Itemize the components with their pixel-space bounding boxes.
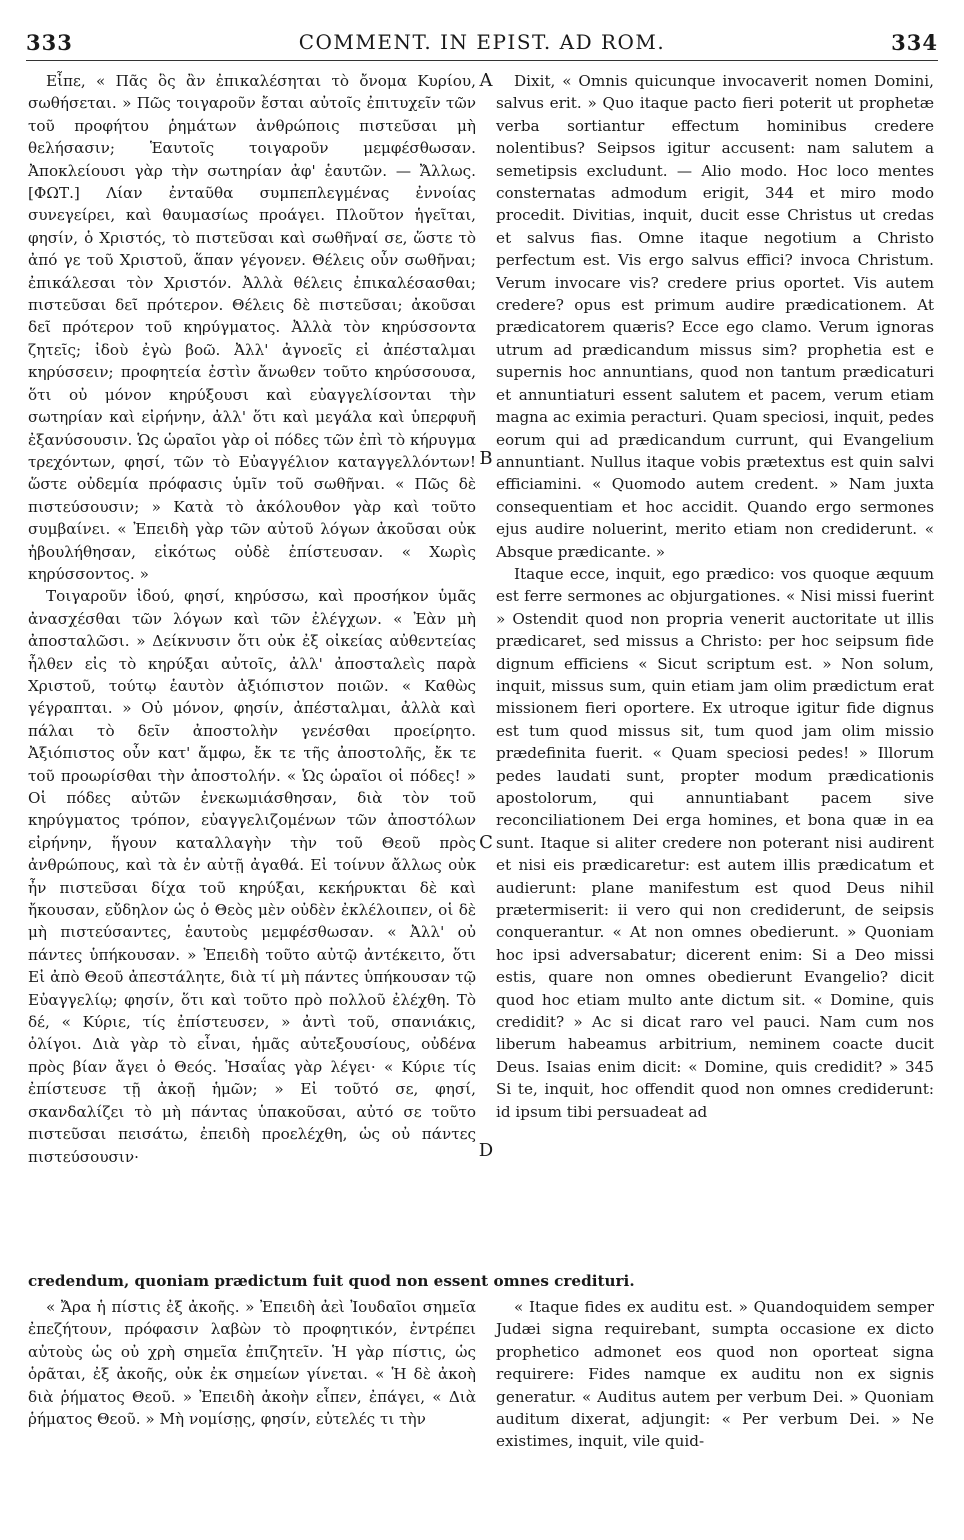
latin-column-bottom	[496, 1296, 934, 1453]
greek-column	[28, 70, 476, 1168]
page-number-left: 333	[26, 30, 73, 55]
greek-paragraph-2: Τοιγαροῦν ἰδού, φησί, κηρύσσω, καὶ προσήκον ὑμᾶς ἀνασχέσθαι τῶν λόγων καὶ τῶν ἐλέγχων. « Ἐὰν μὴ ἀποσταλῶσι. » Δείκνυσιν ὅτι οὐκ ἐξ οἰκείας αὐθεντείας ἦλθεν εἰς τὸ κηρύξαι αὐτοῖς, ἀλλ' ἀποσταλεὶς παρὰ Χριστοῦ, τούτῳ ἑαυτὸν ἀξιόπιστον ποιῶν. « Καθὼς γέγραπται. » Οὐ μόνον, φησίν, ἀπέσταλμαι, ἀλλὰ καὶ πάλαι τὸ δεῖν ἀποστολὴν γενέσθαι προείρητο. Ἀξιόπιστος οὖν κατ' ἄμφω, ἔκ τε τῆς ἀποστολῆς, ἔκ τε τοῦ προωρίσθαι τὴν ἀποστολήν. « Ὡς ὡραῖοι οἱ πόδες! » Οἱ πόδες αὐτῶν ἐνεκωμιάσθησαν, διὰ τὸν τοῦ κηρύγματος τρόπον, εὐαγγελιζομένων τῶν ἀποστόλων εἰρήνην, ἥγουν καταλλαγὴν τὴν τοῦ Θεοῦ πρὸς ἀνθρώπους, καὶ τὰ ἐν αὐτῇ ἀγαθά. Εἰ τοίνυν ἄλλως οὐκ ἦν πιστεῦσαι δίχα τοῦ κηρύξαι, κεκήρυκται δὲ καὶ ἤκουσαν, εὔδηλον ὡς ὁ Θεὸς μὲν οὐδὲν ἐκλέλοιπεν, οἱ δὲ μὴ πιστεύσαντες, ἑαυτοὺς μεμφέσθωσαν. « Ἀλλ' οὐ πάντες ὑπήκουσαν. » Ἐπειδὴ τοῦτο αὐτῷ ἀντέκειτο, ὅτι Εἰ ἀπὸ Θεοῦ ἀπεστάλητε, διὰ τί μὴ πάντες ὑπήκουσαν τῷ Εὐαγγελίῳ; φησίν, ὅτι καὶ τοῦτο πρὸ πολλοῦ ἐλέχθη. Τὸ δέ, « Κύριε, τίς ἐπίστευσεν, » ἀντὶ τοῦ, σπανιάκις, ὀλίγοι. Διὰ γὰρ τὸ εἶναι, ἡμᾶς αὐτεξουσίους, οὐδένα πρὸς βίαν ἄγει ὁ Θεός. Ἡσαΐας γὰρ λέγει· « Κύριε τίς ἐπίστευσε τῇ ἀκοῇ ἡμῶν; » Εἰ τοῦτό σε, φησί, σκανδαλίζει τὸ μὴ πάντας ὑπακοῦσαι, αὐτό σε τοῦτο πιστεῦσαι πεισάτω, ἐπειδὴ προελέχθη, ὡς οὐ πάντες πιστεύσουσιν·	[28, 587, 476, 1166]
margin-letter-d: D	[478, 1140, 494, 1161]
greek-paragraph-1: Εἶπε, « Πᾶς ὃς ἂν ἐπικαλέσηται τὸ ὄνομα Κυρίου, σωθήσεται. » Πῶς τοιγαροῦν ἔσται αὐτοῖς ἐπιτυχεῖν τῶν τοῦ προφήτου ῥημάτων ἀνθρώποις πιστεῦσαι μὴ θελήσασιν; Ἑαυτοῖς τοιγαροῦν μεμφέσθωσαν. Ἀποκλείουσι γὰρ τὴν σωτηρίαν ἀφ' ἑαυτῶν. — Ἄλλως. [ΦΩΤ.] Λίαν ἐνταῦθα συμπεπλεγμένας ἐννοίας συνεγείρει, καὶ θαυμασίως προάγει. Πλοῦτον ἡγεῖται, φησίν, ὁ Χριστός, τὸ πιστεῦσαι καὶ σωθῆναί σε, ὥστε τὸ ἀπό γε τοῦ Χριστοῦ, ἅπαν γέγονεν. Θέλεις οὖν σωθῆναι; ἐπικάλεσαι τὸν Χριστόν. Ἀλλὰ θέλεις ἐπικαλέσασθαι; πιστεῦσαι δεῖ πρότερον. Θέλεις δὲ πιστεῦσαι; ἀκοῦσαι δεῖ πρότερον τοῦ κηρύγματος. Ἀλλὰ τὸν κηρύσσοντα ζητεῖς; ἰδοὺ ἐγὼ βοῶ. Ἀλλ' ἀγνοεῖς εἰ ἀπέσταλμαι κηρύσσειν; προφητεία ἐστὶν ἄνωθεν τοῦτο κηρύσσουσα, ὅτι οὐ μόνον κηρύξουσι καὶ εὐαγγελίσονται τὴν σωτηρίαν καὶ εἰρήνην, ἀλλ' ὅτι καὶ μεγάλα καὶ ὑπερφυῆ ἐξανύσουσιν. Ὡς ὡραῖοι γὰρ οἱ πόδες τῶν ἐπὶ τὸ κήρυγμα τρεχόντων, φησί, τῶν τὸ Εὐαγγέλιον καταγγελλόντων! ὥστε οὐδεμία πρόφασις ὑμῖν τοῦ σωθῆναι. « Πῶς δὲ πιστεύσουσιν; » Κατὰ τὸ ἀκόλουθον γὰρ καὶ τοῦτο συμβαίνει. « Ἐπειδὴ γὰρ τῶν αὐτοῦ λόγων ἀκοῦσαι οὐκ ἠβουλήθησαν, εἰκότως οὐδὲ ἐπίστευσαν. « Χωρὶς κηρύσσοντος. »	[28, 72, 476, 583]
page-header	[26, 30, 938, 56]
margin-letter-c: C	[479, 832, 493, 853]
latin-column	[496, 70, 934, 1123]
margin-letter-b: B	[479, 448, 493, 469]
latin-paragraph-1: Dixit, « Omnis quicunque invocaverit nomen Domini, salvus erit. » Quo itaque pacto fieri poterit ut prophetæ verba sortiantur effectum hominibus credere nolentibus? Seipsos igitur accusent: nam salutem a semetipsis excludunt. — Alio modo. Hoc loco mentes consternatas admodum erigit, 344 et miro modo procedit. Divitias, inquit, ducit esse Christus ut credas et salvus fias. Omne itaque negotium a Christo perfectum est. Vis ergo salvus effici? invoca Christum. Verum invocare vis? credere prius oportet. Vis autem credere? opus est primum audire prædicationem. At prædicatorem quæris? Ecce ego clamo. Verum ignoras utrum ad prædicandum missus sim? prophetia est e supernis hoc annuntians, quod non tantum prædicaturi et annuntiaturi essent salutem et pacem, verum etiam magna ac eximia peracturi. Quam speciosi, inquit, pedes eorum qui ad prædicandum currunt, qui Evangelium annuntiant. Nullus itaque vobis prætextus est quin salvi efficiamini. « Quomodo autem credent. » Nam juxta consequentiam et hoc accidit. Quando ergo sermones ejus audire noluerint, merito etiam non crediderunt. « Absque prædicante. »	[496, 72, 934, 561]
margin-letter-a: A	[479, 70, 493, 91]
latin-paragraph-3: « Itaque fides ex auditu est. » Quandoquidem semper Judæi signa requirebant, sumpta occasione ex dicto prophetico admonet eos quod non oporteat signa requirere: Fides namque ex auditu non ex signis generatur. « Auditus autem per verbum Dei. » Quoniam auditum dixerat, adjungit: « Per verbum Dei. » Ne existimes, inquit, vile quid-	[496, 1298, 934, 1451]
spanning-line: credendum, quoniam prædictum fuit quod non essent omnes credituri.	[28, 1272, 635, 1290]
greek-column-bottom	[28, 1296, 476, 1430]
greek-paragraph-3: « Ἄρα ἡ πίστις ἐξ ἀκοῆς. » Ἐπειδὴ ἀεὶ Ἰουδαῖοι σημεῖα ἐπεζήτουν, πρόφασιν λαβὼν τὸ προφητικόν, ἐντρέπει αὐτοὺς ὡς οὐ χρὴ σημεῖα ἐπιζητεῖν. Ἡ γὰρ πίστις, ὡς ὁρᾶται, ἐξ ἀκοῆς, οὐκ ἐκ σημείων γίνεται. « Ἡ δὲ ἀκοὴ διὰ ῥήματος Θεοῦ. » Ἐπειδὴ ἀκοὴν εἶπεν, ἐπάγει, « Διὰ ῥήματος Θεοῦ. » Μὴ νομίσῃς, φησίν, εὐτελές τι τὴν	[28, 1298, 476, 1429]
running-title: COMMENT. IN EPIST. AD ROM.	[298, 30, 666, 54]
header-rule	[26, 60, 938, 61]
latin-paragraph-2: Itaque ecce, inquit, ego prædico: vos quoque æquum est ferre sermones ac objurgationes. « Nisi missi fuerint » Ostendit quod non propria venerit auctoritate ut illis prædicaret, sed missus a Christo: per hoc seipsum fide dignum efficiens « Sicut scriptum est. » Non solum, inquit, missus sum, quin etiam jam olim prædictum erat missionem fieri oportere. Ex utroque igitur fide dignus est tum quod missus sit, tum quod jam olim missio prædefinita fuerit. « Quam speciosi pedes! » Illorum pedes laudati sunt, propter modum prædicationis apostolorum, qui annuntiabant pacem sive reconciliationem Dei erga homines, et bona quæ in ea sunt. Itaque si aliter credere non poterant nisi audirent et nisi eis prædicaretur: est autem illis prædicatum et audierunt: plane manifestum est quod Deus nihil prætermiserit: ii vero qui non crediderunt, de seipsis conquerantur. « At non omnes obedierunt. » Quoniam hoc ipsi adversabatur; dicerent enim: Si a Deo missi estis, quare non omnes obedierunt Evangelio? dicit quod hoc etiam multo ante dictum sit. « Domine, quis credidit? » Ac si dicat raro vel pauci. Nam cum nos liberum habeamus arbitrium, neminem coacte ducit Deus. Isaias enim dicit: « Domine, quis credidit? » 345 Si te, inquit, hoc offendit quod non omnes crediderunt: id ipsum tibi persuadeat ad	[496, 564, 934, 1121]
page-number-right: 334	[891, 30, 938, 55]
